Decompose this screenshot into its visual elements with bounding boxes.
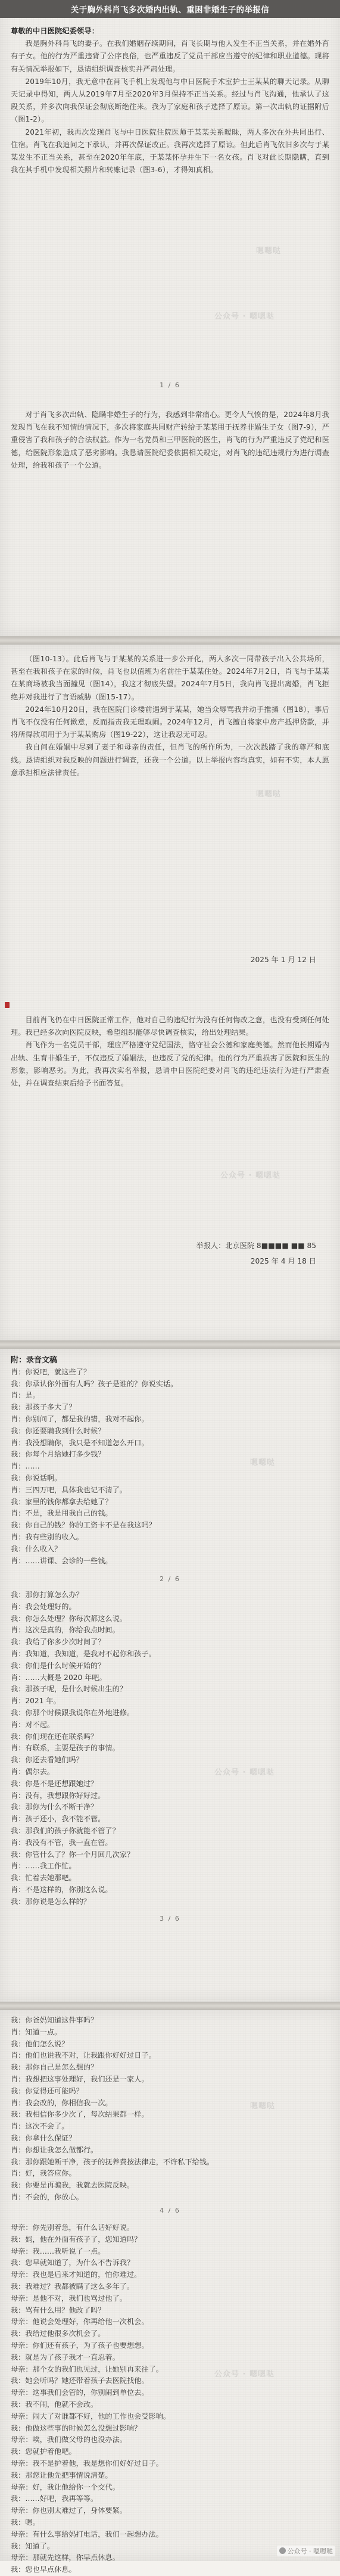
transcript-line: 肖：这次是真的，你给我点时间。 (11, 1626, 120, 1635)
transcript-line: 我：那我们的孩子你就能不管了？ (11, 1826, 120, 1835)
transcript-line: 肖：2021 年。 (11, 1697, 61, 1706)
transcript-line: 母亲：你也别太难过了，身体要紧。 (11, 2506, 127, 2515)
page-number: 2 / 6 (160, 1575, 180, 1583)
page-number: 3 / 6 (160, 1915, 180, 1922)
letter-date: 2025 年 1 月 12 日 (250, 956, 316, 964)
watermark: 公众号 · 嗯嗯哒 (214, 312, 275, 321)
transcript-line: 我：你承认你外面有人吗？孩子是谁的？你说实话。 (11, 1379, 178, 1388)
transcript-line: 肖：我想把这事处理好，我们还是一家人。 (11, 2074, 149, 2083)
transcript-line: 我：忙着去她那吧。 (11, 1874, 76, 1883)
paragraph: 2019年10月，我无意中在肖飞手机上发现他与中日医院手术室护士王某某的聊天记录。从聊天记录中得知，两人从2019年7月至2020年3月保持不正当关系。经过与肖飞沟通，他承认了这段关系，并多次向我保证会彻底断绝往来。我为了家庭和孩子选择了原谅。第一次出轨的证据附后（图1-2）。 (11, 77, 329, 124)
transcript-line: 我：你每个月给她打多少钱？ (11, 1450, 105, 1459)
paragraph: 2024年10月20日，我在医院门诊楼前遇到于某某，她当众辱骂我并动手推搡（图18），事后肖飞不仅没有任何歉意，反而指责我无理取闹。2024年12月，肖飞擅自将家中房产抵押贷款，并将所得款项用于为于某某购房（图19-22），这让我忍无可忍。 (11, 705, 329, 739)
credit-text: 公众号 · 嗯嗯哒 (287, 2547, 333, 2555)
transcript-line: 我：你自己的钱？你的工资卡不是在我这吗？ (11, 1521, 156, 1530)
transcript-line: 肖：你说吧，就这些了？ (11, 1367, 91, 1376)
account-credit (277, 2546, 336, 2556)
transcript-line: 母亲：我也是后来才知道的，怕你难过。 (11, 2270, 142, 2279)
transcript-line: 母亲：这事我们会管的，你别闹到单位去。 (11, 2388, 149, 2397)
transcript-line: 我：他们怎么说？ (11, 2039, 69, 2048)
transcript-line: 母亲：唉，我们做父母的也没办法。 (11, 2435, 127, 2444)
transcript-line: 肖：偶尔去。 (11, 1767, 55, 1776)
transcript-line: 母亲：那个女的我们也见过，让她别再来往了。 (11, 2365, 163, 2373)
transcript-line: 我：你觉得还可能吗？ (11, 2086, 83, 2095)
transcript-line: 肖：孩子还小，我不能不管。 (11, 1815, 105, 1824)
wechat-icon (279, 2547, 286, 2554)
transcript-line: 肖：我有些别的收入。 (11, 1532, 83, 1541)
transcript-line: 肖：有联系，主要是孩子的事情。 (11, 1744, 120, 1753)
paragraph: 2021年初，我再次发现肖飞与中日医院住院医师于某某关系暧昧，两人多次在外共同出行、住宿。肖飞在我追问之下承认，并再次保证改正。我再次选择了原谅。但此后肖飞依旧多次与于某某发生不正当关系，甚至在2020年年底，于某某怀孕并生下一名女孩。肖飞对此长期隐瞒，直到我在其手机中发现相关照片和转账记录（图3-6），才得知真相。 (11, 127, 329, 175)
transcript-page-1 (0, 1349, 340, 2002)
transcript-line: 我：知道了。 (11, 2541, 55, 2550)
letter-date: 2025 年 4 月 18 日 (250, 1257, 316, 1265)
watermark: 嗯嗯哒 (250, 1458, 276, 1467)
transcript-line: 母亲：那就先这样，你早点休息。 (11, 2553, 120, 2562)
transcript-line: 我：你怎么处理？你每次都这么说。 (11, 1614, 127, 1623)
transcript-line: 我：那孩子多大了？ (11, 1403, 76, 1412)
transcript-line: 我：你是不是还想跟她过？ (11, 1779, 98, 1788)
transcript-line: 肖：这次不会了。 (11, 2122, 69, 2131)
transcript-line: 我：什么收入？ (11, 1544, 62, 1553)
transcript-line: 肖：不会的，你放心。 (11, 2192, 83, 2201)
transcript-line: 母亲：你先别着急，有什么话好好说。 (11, 2223, 135, 2232)
transcript-line: 我：你们是什么时候开始的？ (11, 1661, 105, 1670)
transcript-line: 我：你爸妈知道这件事吗？ (11, 2016, 98, 2024)
transcript-line: 我：……好吧，我再等等。 (11, 2494, 98, 2503)
transcript-line: 肖：不是这样的，你别这么说。 (11, 1885, 113, 1894)
transcript-line: 我：那你打算怎么办？ (11, 1591, 83, 1599)
transcript-line: 母亲：是他不对，我们也骂过他了。 (11, 2294, 127, 2303)
transcript-line: 母亲：我不是护着他，我是想你们好好过日子。 (11, 2459, 163, 2468)
transcript-line: 我：您也早点休息。 (11, 2565, 76, 2574)
signature: 举报人：北京医院 8■■■■ ■■ 85 (196, 1242, 316, 1250)
transcript-line: 母亲：闹大了对谁都不好，他的工作也会受影响。 (11, 2412, 171, 2421)
transcript-block-b (11, 1589, 329, 1908)
transcript-line: 肖：我没有不管，我一直在管。 (11, 1838, 113, 1847)
transcript-page-2 (0, 2010, 340, 2574)
transcript-line: 肖：不是，我是用我自己的钱。 (11, 1509, 113, 1518)
transcript-line: 我：家里的钱你都拿去给她了？ (11, 1497, 113, 1506)
transcript-line: 我：那孩子呢，是什么时候出生的？ (11, 1685, 127, 1694)
transcript-line: 肖：三四万吧，具体我也记不清了。 (11, 1485, 127, 1494)
transcript-line: 我：他做这些事的时候怎么没想过影响？ (11, 2423, 142, 2432)
transcript-line: 肖：好，我答应你。 (11, 2169, 76, 2178)
red-marker (5, 1002, 10, 1008)
watermark: 公众号 · 嗯嗯哒 (214, 1768, 275, 1777)
letter-title: 关于胸外科肖飞多次婚内出轨、重困非婚生子的举报信 (70, 6, 270, 15)
transcript-line: 肖：我会改的，你相信我一次。 (11, 2098, 113, 2107)
transcript-line: 我：我给过他很多次机会了。 (11, 2329, 105, 2338)
paragraph: 目前肖飞仍在中日医院正常工作，他对自己的违纪行为没有任何悔改之意，也没有受到任何处理。我已经多次向医院反映，希望组织能够尽快调查核实，给出处理结果。 (11, 1016, 329, 1037)
transcript-line: 肖：对不起。 (11, 1720, 55, 1729)
transcript-line: 我：你拿什么保证？ (11, 2133, 76, 2142)
transcript-line: 肖：知道一点。 (11, 2027, 62, 2036)
transcript-line: 我：妈，他在外面有孩子了，您知道吗？ (11, 2235, 142, 2244)
transcript-line: 肖：他们也说我不对，让我跟你好好过日子。 (11, 2051, 156, 2060)
transcript-block-a (11, 1355, 329, 1567)
transcript-line: 我：你还去看她们吗？ (11, 1756, 83, 1765)
transcript-line: 我：你管什么了？你一个月回几次家？ (11, 1850, 135, 1859)
transcript-line: 肖：我没想瞒你，我只是不知道怎么开口。 (11, 1438, 149, 1447)
paragraph: 我自问在婚姻中尽到了妻子和母亲的责任，但肖飞的所作所为，一次次践踏了我的尊严和底线。恳请组织对我反映的问题进行调查，还我一个公道。以上举报内容均真实，如有不实，本人愿意承担相应法律责任。 (11, 743, 329, 777)
transcript-header: 附：录音文稿 (11, 1356, 58, 1365)
paragraph: 肖飞作为一名党员干部，理应严格遵守党纪国法，恪守社会公德和家庭美德。然而他长期婚内出轨、生育非婚生子，不仅违反了婚姻法，也违反了党的纪律。他的行为严重损害了医院和医生的形象，影响恶劣。为此，我再次实名举报，恳请中日医院纪委对肖飞的违纪违法行为进行严肃查处，并在调查结束后给予书面答复。 (11, 1041, 329, 1088)
transcript-line: 肖：是。 (11, 1391, 40, 1400)
transcript-line: 肖：你别问了，都是我的错，我对不起你。 (11, 1414, 149, 1423)
transcript-block-d (11, 2222, 329, 2576)
transcript-line: 我：她会听吗？她还带着孩子去医院找他。 (11, 2376, 149, 2385)
transcript-line: 我：那你说是怎么样的？ (11, 1897, 91, 1906)
transcript-line: 肖：没有，我想跟你好好过。 (11, 1791, 105, 1800)
letter-body-3 (11, 1014, 329, 1090)
transcript-line: 肖：我知道，我知道，是我对不起你和孩子。 (11, 1649, 156, 1658)
transcript-line: 我：你说话啊。 (11, 1473, 62, 1482)
transcript-line: 母亲：他说会处理好，你再给他一次机会。 (11, 2317, 149, 2326)
page-divider (0, 636, 340, 645)
page-divider (0, 1340, 340, 1349)
transcript-line: 我：我相信你多少次了，每次结果都一样。 (11, 2110, 149, 2119)
transcript-line: 我：就是为了孩子我才一直忍着。 (11, 2353, 120, 2362)
letter-body-2 (11, 653, 329, 779)
letter-page-2 (0, 645, 340, 1340)
transcript-line: 我：你们现在还在联系吗？ (11, 1732, 98, 1741)
transcript-line: 我：那你为什么不断干净？ (11, 1803, 98, 1812)
transcript-line: 肖：……大概是 2020 年吧。 (11, 1673, 107, 1682)
watermark: 嗯嗯哒 (256, 790, 282, 799)
page-number: 4 / 6 (160, 2207, 180, 2214)
transcript-line: 母亲：我……我听说了一点。 (11, 2247, 105, 2255)
transcript-line: 我：那您让他先把事情说清楚。 (11, 2471, 113, 2479)
transcript-line: 我：那你跟她断干净，孩子的抚养费按法律走，不许私下给钱。 (11, 2157, 214, 2166)
transcript-line: 肖：……讲课、会诊的一些钱。 (11, 1556, 113, 1565)
transcript-line: 肖：你想让我怎么做都行。 (11, 2145, 98, 2154)
transcript-line: 我：我给了你多少次时间了？ (11, 1638, 105, 1647)
page-number: 1 / 6 (160, 381, 180, 389)
transcript-line: 我：您就护着他吧。 (11, 2447, 76, 2456)
watermark: 嗯嗯哒 (256, 247, 282, 256)
watermark: 公众号 · 嗯嗯哒 (214, 2370, 275, 2379)
transcript-line: 我：你还要瞒我到什么时候？ (11, 1426, 105, 1435)
transcript-line: 我：那你自己是怎么想的？ (11, 2063, 98, 2072)
transcript-line: 我：你那个时候跟我说你在外地进修。 (11, 1708, 135, 1717)
transcript-line: 我：你要是再骗我，我就去医院反映。 (11, 2181, 135, 2190)
greeting: 尊敬的中日医院纪委领导： (11, 27, 99, 35)
letter-page-1 (0, 0, 340, 636)
transcript-line: 母亲：有什么事给妈打电话，我们一起想办法。 (11, 2530, 163, 2538)
paragraph: 我是胸外科肖飞的妻子。在我们婚姻存续期间，肖飞长期与他人发生不正当关系，并在婚外育有子女。他的行为严重违背了公序良俗，也严重违反了党员干部应当遵守的纪律和职业道德。现将有关情况举报如下，恳请组织调查核实并严肃处理。 (11, 39, 329, 73)
transcript-line: 母亲：好，我让他给你一个交代。 (11, 2482, 120, 2491)
transcript-line: 我：我难过？我都被瞒了这么多年了。 (11, 2282, 135, 2291)
page-divider (0, 2002, 340, 2010)
transcript-line: 母亲：你们还有孩子，为了孩子也要想想。 (11, 2341, 149, 2350)
transcript-line: 我：我不闹，他就不会改。 (11, 2400, 98, 2409)
transcript-line: 肖：我会处理好的。 (11, 1602, 76, 1611)
paragraph: （图10-13）。此后肖飞与于某某的关系进一步公开化，两人多次一同带孩子出入公共场所，甚至在我和孩子在家的时候，肖飞也以值班为名前往于某某住处。2024年7月2日，肖飞与于某某在某商场被我当面撞见（图14），我这才彻底失望。2024年7月5日，我向肖飞提出离婚，肖飞拒绝并对我进行了言语威胁（图15-17）。 (11, 655, 329, 701)
transcript-line: 肖：……我工作忙。 (11, 1862, 76, 1871)
watermark: 公众号 · 嗯嗯哒 (220, 1171, 280, 1180)
letter-body-1b (11, 409, 329, 472)
letter-body-1 (11, 25, 329, 176)
transcript-line: 我：您早就知道了，为什么不告诉我？ (11, 2258, 135, 2267)
paragraph: 对于肖飞多次出轨、隐瞒非婚生子的行为，我感到非常痛心。更令人气愤的是，2024年8月我发现肖飞在我不知情的情况下，多次将家庭共同财产转给于某某用于抚养非婚生子女（图7-9），严重侵害了我和孩子的合法权益。作为一名党员和三甲医院的医生，肖飞的行为严重违反了党纪和医德，给医院形象造成了恶劣影响。我恳请医院纪委依据相关规定，对肖飞的违纪违规行为进行调查处理，给我和孩子一个公道。 (11, 410, 329, 469)
transcript-line: 我：嗯。 (11, 2518, 40, 2527)
transcript-line: 肖：…… (11, 1462, 40, 1471)
transcript-block-c (11, 2015, 329, 2204)
transcript-line: 我：骂有什么用？他改了吗？ (11, 2306, 105, 2314)
watermark: 嗯嗯哒 (250, 2102, 276, 2111)
